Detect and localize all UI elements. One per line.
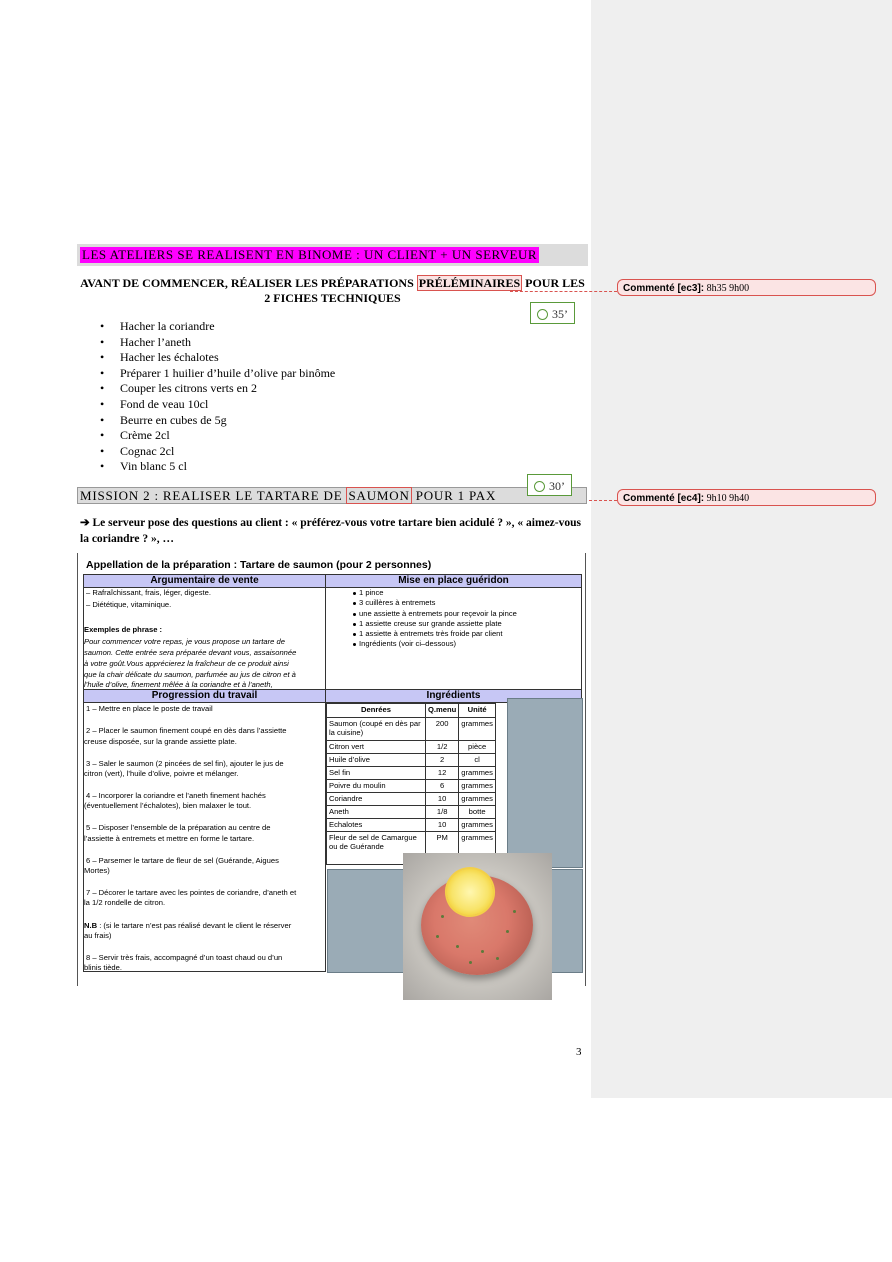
comment-pane bbox=[591, 0, 892, 1098]
example-line: saumon. Cette entrée sera préparée devant vous, assaisonnée bbox=[84, 648, 297, 657]
comment-text: 9h10 9h40 bbox=[706, 493, 750, 504]
page-number: 3 bbox=[576, 1046, 582, 1058]
timer-value: 30’ bbox=[549, 479, 565, 493]
table-row bbox=[327, 718, 496, 741]
ingredients-table bbox=[326, 703, 496, 865]
prep-title-end: POUR LES 2 FICHES TECHNIQUES bbox=[264, 276, 585, 305]
ingredient-unit: grammes bbox=[459, 793, 496, 806]
mise-en-place-header: Mise en place guéridon bbox=[325, 574, 582, 588]
mise-en-place-item: 1 assiette creuse sur grande assiette plate bbox=[359, 619, 502, 628]
timer-30 bbox=[527, 474, 572, 496]
timer-value: 35’ bbox=[552, 307, 568, 321]
ingredient-qty: 2 bbox=[426, 754, 459, 767]
list-item: • Hacher les échalotes bbox=[100, 350, 335, 366]
table-row bbox=[327, 741, 496, 754]
step-line: blinis tiède. bbox=[84, 963, 122, 972]
example-line: que la chair délicate du saumon, parfumée au jus de citron et à bbox=[84, 670, 296, 679]
step-line: 4 – Incorporer la coriandre et l’aneth finement hachés bbox=[86, 791, 266, 800]
list-item: • Hacher la coriandre bbox=[100, 319, 335, 335]
list-item: • Fond de veau 10cl bbox=[100, 397, 335, 413]
step-line: 8 – Servir très frais, accompagné d’un toast chaud ou d’un bbox=[86, 953, 283, 962]
table-header-row bbox=[327, 704, 496, 718]
argumentaire-header: Argumentaire de vente bbox=[83, 574, 326, 588]
ingredient-qty: 6 bbox=[426, 780, 459, 793]
ingredient-qty: 1/8 bbox=[426, 806, 459, 819]
mise-en-place-item: 1 assiette à entremets très froide par client bbox=[359, 629, 503, 638]
column-header: Q.menu bbox=[426, 704, 459, 718]
ingredient-name: Echalotes bbox=[327, 819, 426, 832]
step-line: 5 – Disposer l’ensemble de la préparation au centre de bbox=[86, 823, 271, 832]
comment-label: Commenté [ec4]: bbox=[623, 493, 705, 504]
ingredient-qty: 10 bbox=[426, 793, 459, 806]
comment-ec4[interactable] bbox=[617, 489, 876, 506]
list-item: • Vin blanc 5 cl bbox=[100, 459, 335, 475]
comment-text: 8h35 9h00 bbox=[706, 283, 750, 294]
step-line: 6 – Parsemer le tartare de fleur de sel (Guérande, Aigues bbox=[86, 856, 279, 865]
step-line: citron (vert), l’huile d’olive, poivre et mélanger. bbox=[84, 769, 239, 778]
ingredient-unit: botte bbox=[459, 806, 496, 819]
table-row bbox=[327, 754, 496, 767]
table-row bbox=[327, 793, 496, 806]
prep-title-start: AVANT DE COMMENCER, RÉALISER LES PRÉPARATIONS bbox=[80, 276, 417, 290]
table-row bbox=[327, 819, 496, 832]
server-question-text: Le serveur pose des questions au client : « préférez-vous votre tartare bien acidulé ? », « aimez-vous la coriandre ? », … bbox=[80, 517, 581, 545]
example-line: l’huile d’olive, finement mêlée à la coriandre et à l’aneth, bbox=[84, 680, 273, 689]
banner-title: LES ATELIERS SE REALISENT EN BINOME : UN CLIENT + UN SERVEUR bbox=[82, 247, 538, 262]
ingredient-qty: PM bbox=[426, 832, 459, 865]
mission-title-start: MISSION 2 : REALISER LE TARTARE DE bbox=[80, 488, 347, 503]
ingredient-unit: grammes bbox=[459, 767, 496, 780]
step-line: 3 – Saler le saumon (2 pincées de sel fin), ajouter le jus de bbox=[86, 759, 284, 768]
prep-list bbox=[100, 319, 335, 475]
ingredient-name: Fleur de sel de Camargue ou de Guérande bbox=[327, 832, 426, 865]
column-header: Denrées bbox=[327, 704, 426, 718]
tracked-word[interactable]: PRÉLÉMINAIRES bbox=[418, 276, 521, 290]
comment-ec3[interactable] bbox=[617, 279, 876, 296]
exemples-label: Exemples de phrase : bbox=[84, 625, 163, 634]
step-line: la 1/2 rondelle de citron. bbox=[84, 898, 166, 907]
ingredient-name: Coriandre bbox=[327, 793, 426, 806]
step-nb bbox=[84, 921, 291, 931]
step-line: 2 – Placer le saumon finement coupé en dès dans l’assiette bbox=[86, 726, 287, 735]
example-line: à votre goût.Vous apprécierez la fraîcheur de ce produit ainsi bbox=[84, 659, 289, 668]
ingredient-name: Citron vert bbox=[327, 741, 426, 754]
table-row bbox=[327, 806, 496, 819]
table-row bbox=[327, 780, 496, 793]
clock-icon bbox=[534, 481, 545, 492]
clock-icon bbox=[537, 309, 548, 320]
ingredient-unit: pièce bbox=[459, 741, 496, 754]
prep-title bbox=[80, 276, 585, 306]
ingredient-name: Saumon (coupé en dès par la cuisine) bbox=[327, 718, 426, 741]
sheet-title: Appellation de la préparation : Tartare de saumon (pour 2 personnes) bbox=[86, 559, 432, 571]
step-line: au frais) bbox=[84, 931, 112, 940]
list-item: • Préparer 1 huilier d’huile d’olive par binôme bbox=[100, 366, 335, 382]
step-line: Mortes) bbox=[84, 866, 110, 875]
server-question bbox=[80, 515, 585, 547]
timer-35 bbox=[530, 302, 575, 324]
mise-en-place-item: une assiette à entremets pour reçevoir la pince bbox=[359, 609, 517, 618]
ingredient-name: Aneth bbox=[327, 806, 426, 819]
ingredients-header: Ingrédients bbox=[325, 689, 582, 703]
list-item: • Beurre en cubes de 5g bbox=[100, 413, 335, 429]
list-item: • Hacher l’aneth bbox=[100, 335, 335, 351]
ingredient-name: Poivre du moulin bbox=[327, 780, 426, 793]
argument-line: – Rafraîchissant, frais, léger, digeste. bbox=[86, 588, 211, 597]
mission-title bbox=[80, 488, 496, 503]
step-line: 1 – Mettre en place le poste de travail bbox=[86, 704, 213, 713]
ingredient-qty: 1/2 bbox=[426, 741, 459, 754]
tartare-photo bbox=[403, 853, 552, 1000]
ingredient-name: Huile d’olive bbox=[327, 754, 426, 767]
ingredient-unit: grammes bbox=[459, 718, 496, 741]
mise-en-place-item: 1 pince bbox=[359, 588, 384, 597]
mise-en-place-item: 3 cuillères à entremets bbox=[359, 598, 436, 607]
image-placeholder bbox=[507, 698, 583, 868]
ingredient-unit: grammes bbox=[459, 832, 496, 865]
ingredient-qty: 10 bbox=[426, 819, 459, 832]
example-line: Pour commencer votre repas, je vous propose un tartare de bbox=[84, 637, 285, 646]
list-item: • Cognac 2cl bbox=[100, 444, 335, 460]
tracked-word[interactable]: SAUMON bbox=[348, 488, 410, 503]
comment-label: Commenté [ec3]: bbox=[623, 283, 705, 294]
step-line: l’assiette à entremets et mettre en forme le tartare. bbox=[84, 834, 255, 843]
step-line: : (si le tartare n’est pas réalisé devant le client le réserver bbox=[97, 921, 292, 930]
list-item: • Crème 2cl bbox=[100, 428, 335, 444]
table-row bbox=[327, 767, 496, 780]
mise-en-place-item: Ingrédients (voir ci–dessous) bbox=[359, 639, 457, 648]
progression-header: Progression du travail bbox=[83, 689, 326, 703]
step-line: 7 – Décorer le tartare avec les pointes de coriandre, d’aneth et bbox=[86, 888, 297, 897]
ingredient-qty: 12 bbox=[426, 767, 459, 780]
nb-label: N.B bbox=[84, 921, 98, 930]
column-header: Unité bbox=[459, 704, 496, 718]
ingredient-unit: grammes bbox=[459, 780, 496, 793]
ingredient-unit: cl bbox=[459, 754, 496, 767]
step-line: (éventuellement l’échalotes), bien malaxer le tout. bbox=[84, 801, 252, 810]
ingredient-qty: 200 bbox=[426, 718, 459, 741]
ingredient-name: Sel fin bbox=[327, 767, 426, 780]
list-item: • Couper les citrons verts en 2 bbox=[100, 381, 335, 397]
ingredient-unit: grammes bbox=[459, 819, 496, 832]
arrow-icon: ➔ bbox=[80, 517, 93, 529]
mission-title-end: POUR 1 PAX bbox=[411, 488, 497, 503]
argument-line: – Diététique, vitaminique. bbox=[86, 600, 172, 609]
step-line: creuse disposée, sur la grande assiette plate. bbox=[84, 737, 237, 746]
